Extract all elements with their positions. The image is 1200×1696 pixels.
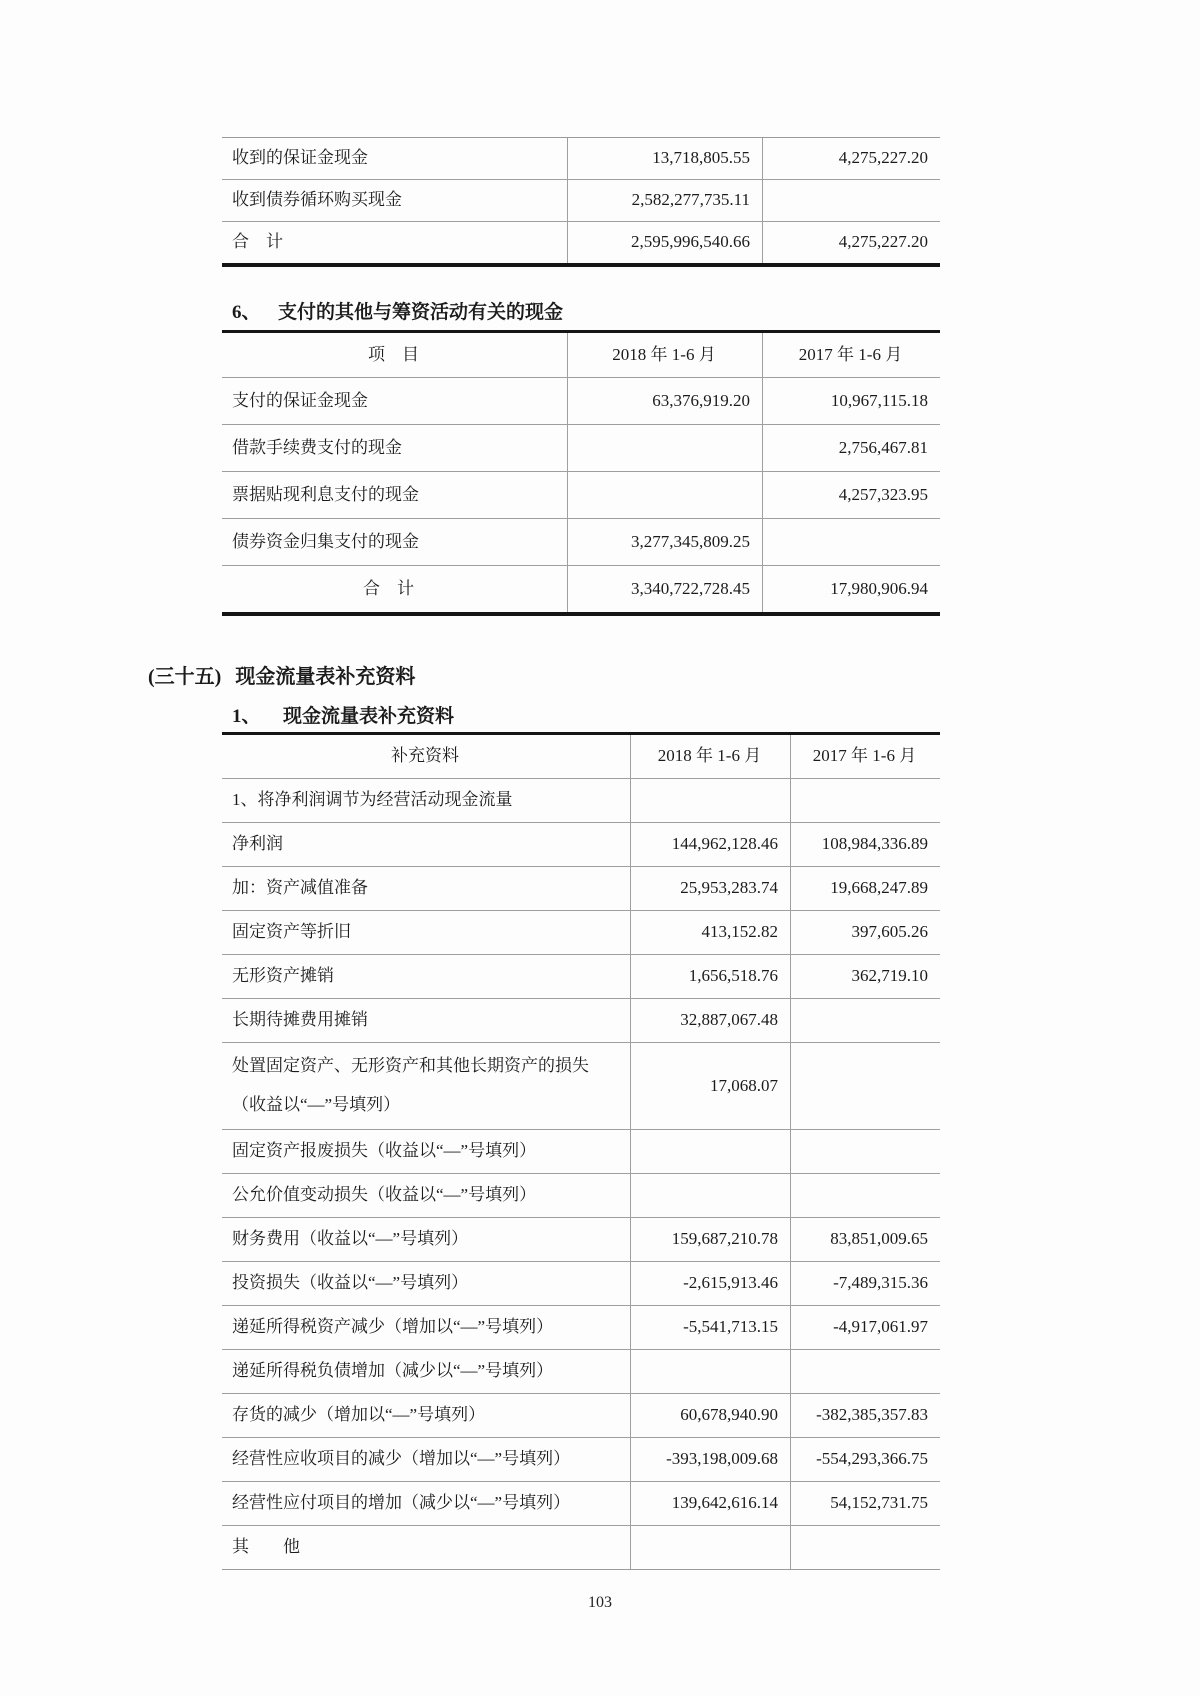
carryover-table [222, 137, 940, 267]
header-2017: 2017 年 1-6 月 [762, 333, 940, 377]
value-2018 [630, 1174, 790, 1217]
header-item: 项 目 [368, 344, 419, 364]
subsection1-number: 1、 [232, 706, 261, 727]
value-2017 [790, 999, 940, 1042]
table-row [222, 779, 940, 823]
value-2017 [790, 779, 940, 822]
value-2017: 108,984,336.89 [790, 823, 940, 866]
value-2017: -554,293,366.75 [790, 1438, 940, 1481]
value-2017: 4,275,227.20 [762, 222, 940, 263]
row-label: 无形资产摊销 [232, 966, 334, 986]
subsection1-title: 现金流量表补充资料 [283, 706, 455, 727]
row-label: 长期待摊费用摊销 [232, 1010, 368, 1030]
section6-number: 6、 [232, 302, 261, 323]
section6-heading [232, 297, 1200, 324]
table-row [222, 1174, 940, 1218]
value-2018: -393,198,009.68 [630, 1438, 790, 1481]
table-row [222, 1262, 940, 1306]
row-label: 合 计 [232, 232, 283, 252]
row-label: 债券资金归集支付的现金 [232, 531, 419, 551]
value-2018 [567, 425, 762, 471]
value-2017: 4,257,323.95 [762, 472, 940, 518]
row-label: 固定资产报废损失（收益以“—”号填列） [232, 1141, 537, 1161]
table-row [222, 1350, 940, 1394]
table-row [222, 911, 940, 955]
value-2017: 54,152,731.75 [790, 1482, 940, 1525]
row-label: 支付的保证金现金 [232, 390, 368, 410]
value-2017 [790, 1350, 940, 1393]
value-2017: 19,668,247.89 [790, 867, 940, 910]
value-2017 [790, 1174, 940, 1217]
value-2018: 13,718,805.55 [567, 138, 762, 179]
row-label: 固定资产等折旧 [232, 922, 351, 942]
value-2018: 63,376,919.20 [567, 378, 762, 424]
row-label: 票据贴现利息支付的现金 [232, 484, 419, 504]
table-row [222, 1438, 940, 1482]
page-number: 103 [588, 1594, 612, 1611]
value-2017: 2,756,467.81 [762, 425, 940, 471]
row-label: 递延所得税资产减少（增加以“—”号填列） [232, 1317, 554, 1337]
value-2018 [630, 779, 790, 822]
value-2017: 83,851,009.65 [790, 1218, 940, 1261]
table-row [222, 519, 940, 566]
value-2017: 4,275,227.20 [762, 138, 940, 179]
table-row [222, 566, 940, 612]
value-2018: 32,887,067.48 [630, 999, 790, 1042]
value-2018 [630, 1526, 790, 1569]
value-2018 [567, 472, 762, 518]
row-label: 1、将净利润调节为经营活动现金流量 [232, 790, 513, 810]
table-row [222, 138, 940, 180]
value-2017 [790, 1043, 940, 1129]
value-2017: -382,385,357.83 [790, 1394, 940, 1437]
subsection1-heading [232, 701, 1200, 728]
header-2018: 2018 年 1-6 月 [567, 333, 762, 377]
other-financing-payments-table [222, 330, 940, 616]
table-row [222, 1306, 940, 1350]
table-row [222, 955, 940, 999]
table-row [222, 1482, 940, 1526]
row-label: 收到的保证金现金 [232, 148, 368, 168]
value-2018: 1,656,518.76 [630, 955, 790, 998]
table-header-row [222, 333, 940, 378]
table-row [222, 1526, 940, 1569]
value-2018: 3,277,345,809.25 [567, 519, 762, 565]
header-item: 补充资料 [391, 746, 459, 766]
value-2017 [762, 519, 940, 565]
value-2017: 362,719.10 [790, 955, 940, 998]
table-row [222, 378, 940, 425]
row-label: 存货的减少（增加以“—”号填列） [232, 1405, 486, 1425]
value-2018: 2,595,996,540.66 [567, 222, 762, 263]
header-2017: 2017 年 1-6 月 [790, 735, 940, 778]
row-label: 经营性应收项目的减少（增加以“—”号填列） [232, 1449, 571, 1469]
value-2018 [630, 1130, 790, 1173]
value-2017: 17,980,906.94 [762, 566, 940, 612]
row-label: 财务费用（收益以“—”号填列） [232, 1229, 469, 1249]
row-label: 其 他 [232, 1537, 300, 1557]
value-2018: 3,340,722,728.45 [567, 566, 762, 612]
value-2018: -5,541,713.15 [630, 1306, 790, 1349]
table-row [222, 1394, 940, 1438]
row-label: 加：资产减值准备 [232, 878, 368, 898]
section35-heading [148, 660, 1200, 689]
value-2017 [790, 1130, 940, 1173]
table-row [222, 867, 940, 911]
section35-number: (三十五) [148, 666, 222, 688]
row-label: 处置固定资产、无形资产和其他长期资产的损失 （收益以“—”号填列） [232, 1056, 589, 1114]
table-row [222, 999, 940, 1043]
value-2017 [762, 180, 940, 221]
section35-title: 现金流量表补充资料 [235, 666, 416, 688]
table-row [222, 472, 940, 519]
value-2018: 17,068.07 [630, 1043, 790, 1129]
header-2018: 2018 年 1-6 月 [630, 735, 790, 778]
value-2018: 159,687,210.78 [630, 1218, 790, 1261]
table-row [222, 425, 940, 472]
supplementary-info-table [222, 732, 940, 1570]
value-2018: 413,152.82 [630, 911, 790, 954]
value-2017: 397,605.26 [790, 911, 940, 954]
table-row [222, 1043, 940, 1130]
value-2017 [790, 1526, 940, 1569]
value-2018: -2,615,913.46 [630, 1262, 790, 1305]
row-label: 净利润 [232, 834, 283, 854]
table-row [222, 1218, 940, 1262]
value-2017: -4,917,061.97 [790, 1306, 940, 1349]
table-row [222, 180, 940, 222]
row-label: 公允价值变动损失（收益以“—”号填列） [232, 1185, 537, 1205]
table-row [222, 823, 940, 867]
table-header-row [222, 735, 940, 779]
value-2018 [630, 1350, 790, 1393]
row-label: 递延所得税负债增加（减少以“—”号填列） [232, 1361, 554, 1381]
value-2018: 144,962,128.46 [630, 823, 790, 866]
table-row [222, 1130, 940, 1174]
value-2017: -7,489,315.36 [790, 1262, 940, 1305]
row-label: 收到债券循环购买现金 [232, 190, 402, 210]
row-label: 经营性应付项目的增加（减少以“—”号填列） [232, 1493, 571, 1513]
value-2018: 139,642,616.14 [630, 1482, 790, 1525]
section6-title: 支付的其他与筹资活动有关的现金 [278, 302, 564, 323]
row-label: 合 计 [363, 578, 414, 598]
value-2017: 10,967,115.18 [762, 378, 940, 424]
row-label: 借款手续费支付的现金 [232, 437, 402, 457]
value-2018: 2,582,277,735.11 [567, 180, 762, 221]
value-2018: 60,678,940.90 [630, 1394, 790, 1437]
row-label: 投资损失（收益以“—”号填列） [232, 1273, 469, 1293]
table-row [222, 222, 940, 263]
value-2018: 25,953,283.74 [630, 867, 790, 910]
